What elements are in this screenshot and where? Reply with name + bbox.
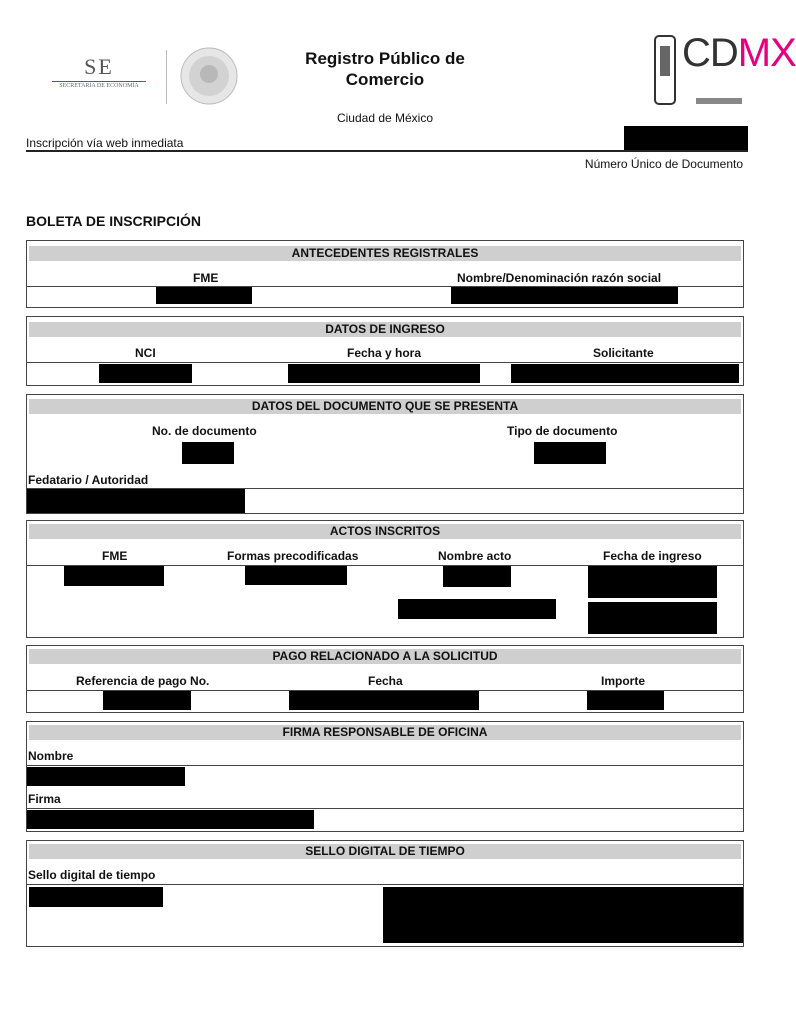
form-title: BOLETA DE INSCRIPCIÓN bbox=[26, 213, 202, 229]
cdmx-logo-text: CDMX bbox=[682, 31, 796, 75]
actos-formas-label: Formas precodificadas bbox=[227, 549, 359, 563]
header-rule bbox=[26, 150, 748, 152]
se-logo-subtitle: SECRETARÍA DE ECONOMÍA bbox=[59, 83, 139, 89]
firma-divider-1 bbox=[27, 765, 743, 766]
redacted-acto-fme-value bbox=[64, 566, 164, 586]
pago-fecha-label: Fecha bbox=[368, 674, 403, 688]
sello-divider bbox=[27, 884, 743, 885]
actos-fecha-label: Fecha de ingreso bbox=[603, 549, 702, 563]
pago-header: PAGO RELACIONADO A LA SOLICITUD bbox=[29, 649, 741, 664]
actos-fme-label: FME bbox=[102, 549, 128, 563]
cdmx-logo-small-text bbox=[696, 98, 742, 104]
actos-section bbox=[26, 520, 744, 638]
se-logo bbox=[44, 54, 154, 98]
ingreso-fecha-label: Fecha y hora bbox=[347, 346, 422, 360]
redacted-acto-fecha-value bbox=[588, 566, 717, 598]
documento-header: DATOS DEL DOCUMENTO QUE SE PRESENTA bbox=[29, 399, 741, 414]
sello-header: SELLO DIGITAL DE TIEMPO bbox=[29, 844, 741, 859]
document-number-label: Número Único de Documento bbox=[584, 157, 743, 171]
redacted-solicitante-value bbox=[511, 364, 739, 383]
redacted-document-number bbox=[624, 126, 748, 151]
firma-divider-2 bbox=[27, 808, 743, 809]
mexico-seal-icon bbox=[178, 46, 240, 106]
pago-referencia-label: Referencia de pago No. bbox=[76, 674, 210, 688]
redacted-sello-value-left bbox=[29, 887, 163, 907]
se-logo-text: SE bbox=[84, 54, 114, 79]
city-label: Ciudad de México bbox=[336, 111, 434, 125]
actos-nombre-label: Nombre acto bbox=[438, 549, 512, 563]
redacted-sello-value-right bbox=[383, 887, 743, 943]
redacted-tipo-documento-value bbox=[534, 442, 606, 464]
cdmx-logo bbox=[654, 31, 796, 110]
redacted-acto-nombre-value-2 bbox=[398, 599, 556, 619]
redacted-nombre-value bbox=[451, 287, 678, 304]
se-logo-divider bbox=[52, 81, 146, 82]
firma-firma-label: Firma bbox=[28, 792, 61, 806]
firma-header: FIRMA RESPONSABLE DE OFICINA bbox=[29, 725, 741, 740]
documento-no-label: No. de documento bbox=[152, 424, 257, 438]
sello-label: Sello digital de tiempo bbox=[28, 868, 156, 882]
antecedentes-fme-label: FME bbox=[193, 271, 219, 285]
redacted-fecha-value bbox=[288, 364, 480, 383]
pago-section bbox=[26, 645, 744, 713]
antecedentes-nombre-label: Nombre/Denominación razón social bbox=[457, 271, 662, 285]
redacted-nci-value bbox=[99, 364, 192, 383]
redacted-firma-value bbox=[27, 810, 314, 829]
redacted-acto-nombre-value bbox=[443, 566, 511, 587]
web-inscription-label: Inscripción vía web inmediata bbox=[26, 136, 184, 150]
actos-header: ACTOS INSCRITOS bbox=[29, 524, 741, 539]
documento-section bbox=[26, 394, 744, 514]
ingreso-divider bbox=[27, 362, 743, 363]
sello-section bbox=[26, 840, 744, 947]
cdmx-emblem-icon bbox=[654, 34, 676, 106]
page-title: Registro Público de Comercio bbox=[305, 49, 465, 89]
redacted-firma-nombre-value bbox=[27, 767, 185, 786]
redacted-fme-value bbox=[156, 287, 252, 304]
redacted-pago-fecha-value bbox=[289, 691, 479, 710]
logo-separator bbox=[166, 50, 167, 104]
ingreso-solicitante-label: Solicitante bbox=[593, 346, 654, 360]
redacted-no-documento-value bbox=[182, 442, 234, 464]
firma-section bbox=[26, 721, 744, 832]
ingreso-section bbox=[26, 316, 744, 386]
documento-fedatario-label: Fedatario / Autoridad bbox=[28, 473, 149, 487]
redacted-acto-formas-value bbox=[245, 566, 347, 585]
redacted-acto-fecha-value-2 bbox=[588, 602, 717, 634]
antecedentes-section bbox=[26, 240, 744, 308]
antecedentes-header: ANTECEDENTES REGISTRALES bbox=[29, 246, 741, 261]
redacted-referencia-value bbox=[103, 691, 191, 710]
firma-nombre-label: Nombre bbox=[28, 749, 74, 763]
documento-tipo-label: Tipo de documento bbox=[507, 424, 618, 438]
ingreso-nci-label: NCI bbox=[135, 346, 156, 360]
redacted-importe-value bbox=[587, 691, 664, 710]
ingreso-header: DATOS DE INGRESO bbox=[29, 322, 741, 337]
redacted-fedatario-value bbox=[27, 489, 245, 513]
pago-importe-label: Importe bbox=[601, 674, 646, 688]
